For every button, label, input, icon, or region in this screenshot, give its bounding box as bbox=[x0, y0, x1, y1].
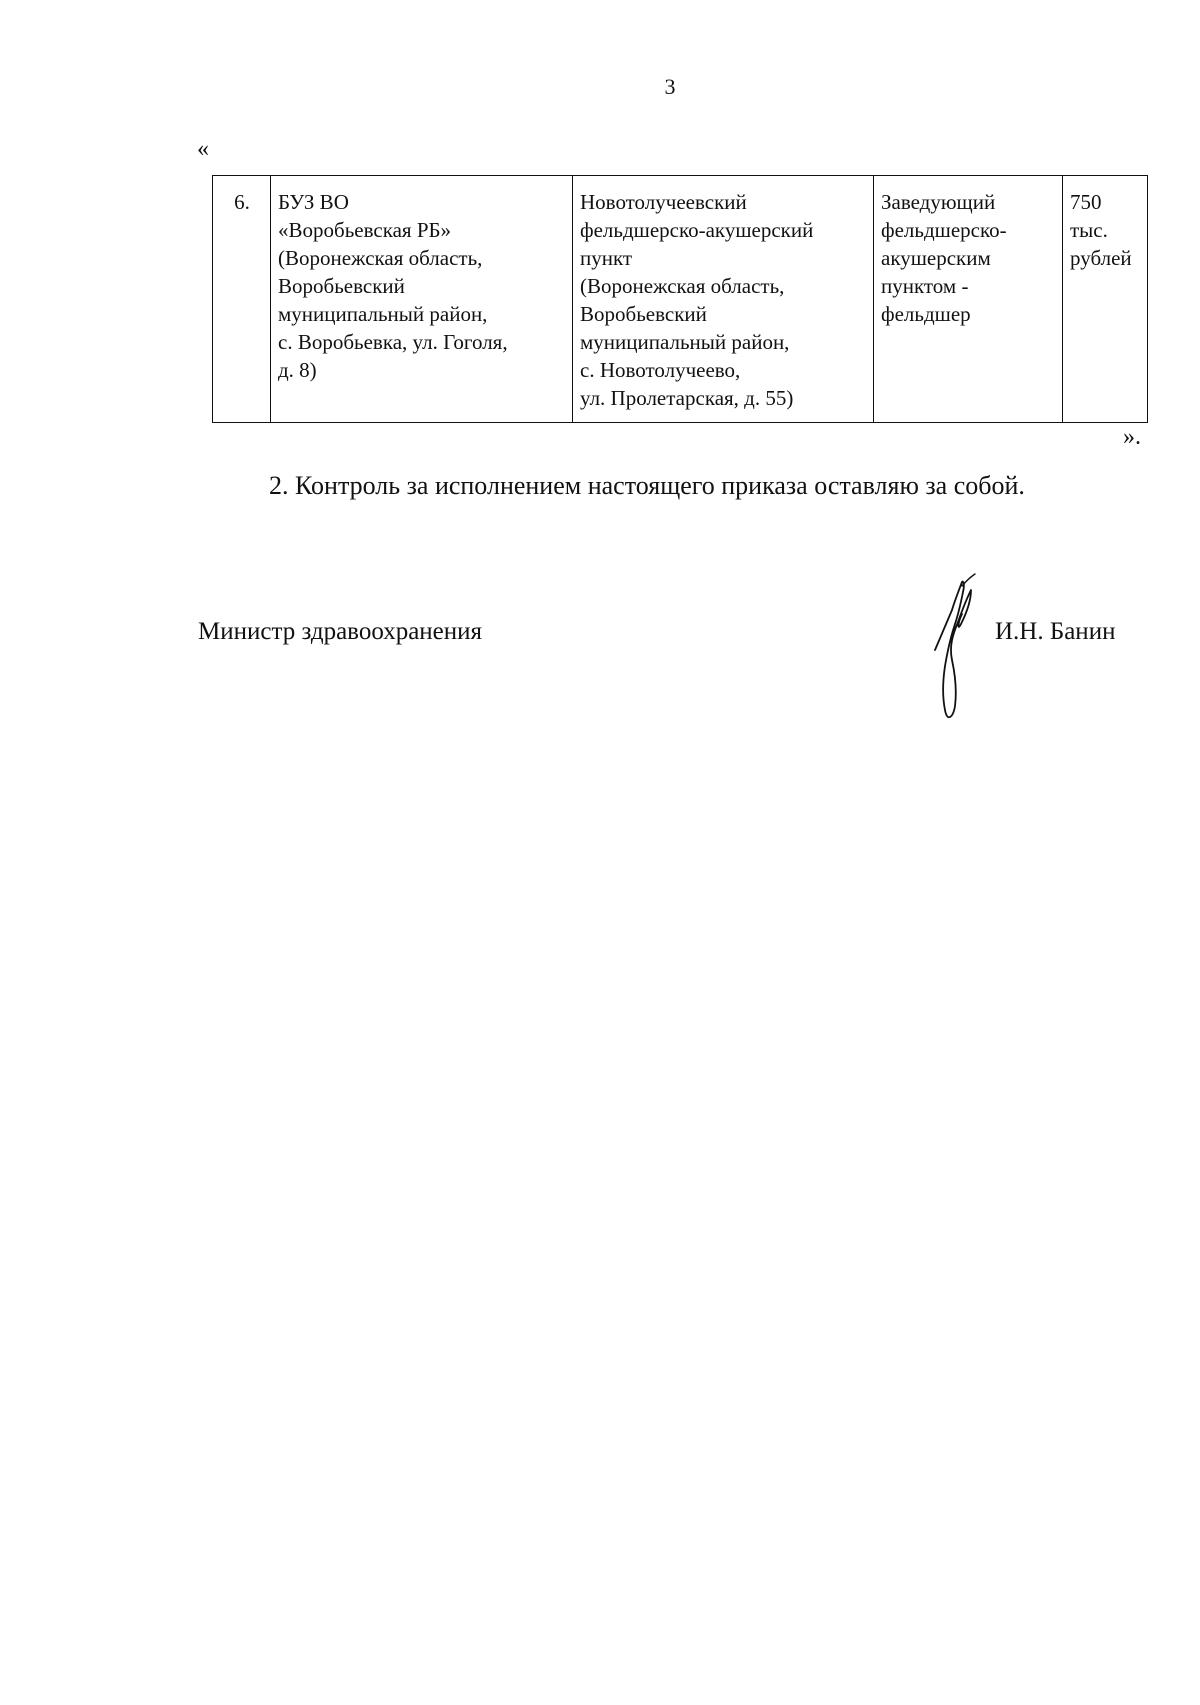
unit-line: фельдшерско-акушерский bbox=[580, 218, 814, 242]
institution-line: БУЗ ВО bbox=[278, 190, 349, 214]
signatory-name: И.Н. Банин bbox=[995, 618, 1116, 645]
institution-line: (Воронежская область, bbox=[278, 246, 483, 270]
close-quote: ». bbox=[1123, 424, 1141, 450]
unit-cell bbox=[573, 176, 874, 423]
institution-line: муниципальный район, bbox=[278, 302, 488, 326]
institution-line: Воробьевский bbox=[278, 274, 405, 298]
table-row bbox=[213, 176, 1148, 423]
signatory-position: Министр здравоохранения bbox=[198, 618, 483, 645]
unit-line: ул. Пролетарская, д. 55) bbox=[580, 386, 794, 410]
amount-line: рублей bbox=[1070, 246, 1132, 270]
position-line: акушерским bbox=[881, 246, 991, 270]
institution-cell bbox=[271, 176, 573, 423]
amount-line: тыс. bbox=[1070, 218, 1108, 242]
unit-line: Новотолучеевский bbox=[580, 190, 747, 214]
amount-cell bbox=[1063, 176, 1148, 423]
position-cell bbox=[874, 176, 1063, 423]
unit-line: пункт bbox=[580, 246, 633, 270]
signature-image bbox=[925, 562, 1005, 722]
institution-line: «Воробьевская РБ» bbox=[278, 218, 452, 242]
institution-line: с. Воробьевка, ул. Гоголя, bbox=[278, 330, 508, 354]
unit-line: с. Новотолучеево, bbox=[580, 358, 741, 382]
unit-line: (Воронежская область, bbox=[580, 274, 785, 298]
item-2-text: 2. Контроль за исполнением настоящего приказа оставляю за собой. bbox=[269, 471, 1025, 500]
open-quote: « bbox=[197, 136, 209, 162]
page-number: 3 bbox=[664, 74, 676, 99]
position-line: фельдшерско- bbox=[881, 218, 1007, 242]
position-line: фельдшер bbox=[881, 302, 971, 326]
position-line: Заведующий bbox=[881, 190, 996, 214]
position-line: пунктом - bbox=[881, 274, 969, 298]
amount-line: 750 bbox=[1070, 190, 1102, 214]
institution-line: д. 8) bbox=[278, 358, 317, 382]
unit-line: Воробьевский bbox=[580, 302, 707, 326]
facility-table bbox=[212, 175, 1148, 423]
unit-line: муниципальный район, bbox=[580, 330, 790, 354]
row-number: 6. bbox=[213, 176, 271, 423]
